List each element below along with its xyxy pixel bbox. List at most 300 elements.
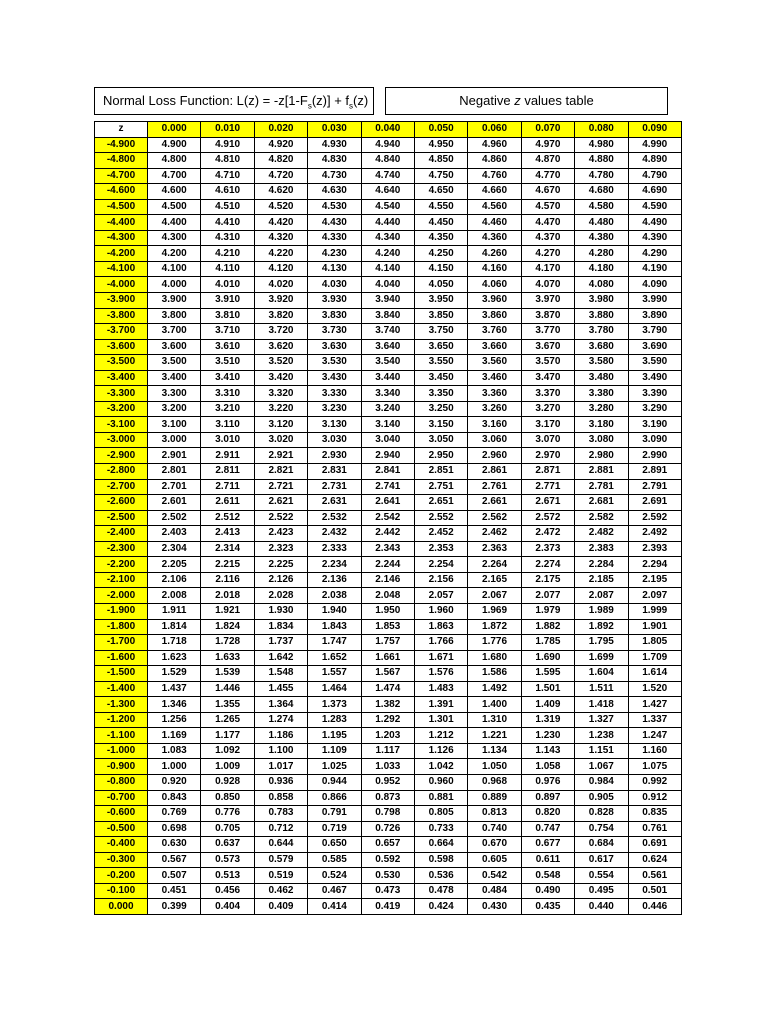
table-cell: 0.592: [361, 852, 414, 868]
table-cell: 1.327: [575, 712, 628, 728]
table-cell: 4.830: [308, 153, 361, 169]
table-cell: 0.536: [414, 868, 467, 884]
table-cell: 3.620: [254, 339, 307, 355]
table-cell: 0.530: [361, 868, 414, 884]
table-cell: 2.314: [201, 541, 254, 557]
table-cell: 0.843: [148, 790, 201, 806]
table-cell: 0.858: [254, 790, 307, 806]
table-cell: 4.520: [254, 199, 307, 215]
table-row: [95, 370, 682, 386]
column-header: 0.060: [468, 122, 521, 138]
table-cell: 4.320: [254, 230, 307, 246]
table-cell: 2.274: [521, 557, 574, 573]
table-cell: 4.720: [254, 168, 307, 184]
row-z-label: -4.100: [95, 261, 148, 277]
table-row: [95, 261, 682, 277]
table-cell: 1.520: [628, 681, 681, 697]
table-cell: 4.190: [628, 261, 681, 277]
table-cell: 2.522: [254, 510, 307, 526]
table-cell: 3.390: [628, 386, 681, 402]
table-cell: 3.840: [361, 308, 414, 324]
formula-part-1: Normal Loss Function: L(z) = -z[1-F: [103, 93, 308, 108]
table-cell: 2.980: [575, 448, 628, 464]
row-z-label: -1.400: [95, 681, 148, 697]
table-cell: 2.821: [254, 464, 307, 480]
row-z-label: -4.000: [95, 277, 148, 293]
table-cell: 3.920: [254, 293, 307, 309]
table-cell: 4.740: [361, 168, 414, 184]
table-cell: 1.126: [414, 743, 467, 759]
row-z-label: -0.900: [95, 759, 148, 775]
table-cell: 4.970: [521, 137, 574, 153]
table-cell: 3.140: [361, 417, 414, 433]
table-cell: 0.684: [575, 837, 628, 853]
formula-sub-2: s: [349, 101, 354, 111]
table-cell: 1.623: [148, 650, 201, 666]
table-cell: 2.373: [521, 541, 574, 557]
table-cell: 1.042: [414, 759, 467, 775]
table-row: [95, 168, 682, 184]
table-cell: 4.300: [148, 230, 201, 246]
table-cell: 1.109: [308, 743, 361, 759]
table-row: [95, 603, 682, 619]
table-cell: 4.080: [575, 277, 628, 293]
table-cell: 4.280: [575, 246, 628, 262]
table-row: [95, 495, 682, 511]
table-cell: 4.340: [361, 230, 414, 246]
table-cell: 0.542: [468, 868, 521, 884]
table-cell: 1.009: [201, 759, 254, 775]
table-row: [95, 199, 682, 215]
table-row: [95, 852, 682, 868]
table-cell: 2.871: [521, 464, 574, 480]
table-cell: 1.999: [628, 603, 681, 619]
table-cell: 2.018: [201, 588, 254, 604]
table-cell: 2.711: [201, 479, 254, 495]
table-row: [95, 510, 682, 526]
table-cell: 1.709: [628, 650, 681, 666]
table-cell: 1.186: [254, 728, 307, 744]
table-cell: 1.067: [575, 759, 628, 775]
table-cell: 3.730: [308, 324, 361, 340]
table-row: [95, 526, 682, 542]
table-cell: 4.560: [468, 199, 521, 215]
table-cell: 4.890: [628, 153, 681, 169]
table-cell: 4.710: [201, 168, 254, 184]
table-cell: 0.585: [308, 852, 361, 868]
table-cell: 0.657: [361, 837, 414, 853]
table-row: [95, 339, 682, 355]
table-cell: 4.950: [414, 137, 467, 153]
table-cell: 1.892: [575, 619, 628, 635]
table-row: [95, 417, 682, 433]
table-cell: 2.930: [308, 448, 361, 464]
formula-sub-1: s: [307, 101, 312, 111]
table-cell: 1.075: [628, 759, 681, 775]
table-cell: 4.230: [308, 246, 361, 262]
table-cell: 2.146: [361, 572, 414, 588]
table-cell: 1.083: [148, 743, 201, 759]
table-cell: 3.320: [254, 386, 307, 402]
formula-part-3: (z): [353, 93, 369, 108]
table-cell: 1.853: [361, 619, 414, 635]
table-cell: 2.691: [628, 495, 681, 511]
row-z-label: -3.600: [95, 339, 148, 355]
table-cell: 3.120: [254, 417, 307, 433]
table-cell: 0.820: [521, 806, 574, 822]
table-cell: 2.294: [628, 557, 681, 573]
table-cell: 1.642: [254, 650, 307, 666]
table-cell: 2.731: [308, 479, 361, 495]
table-cell: 2.811: [201, 464, 254, 480]
table-cell: 0.605: [468, 852, 521, 868]
table-cell: 1.766: [414, 635, 467, 651]
table-row: [95, 215, 682, 231]
table-row: [95, 774, 682, 790]
table-cell: 4.570: [521, 199, 574, 215]
table-cell: 4.120: [254, 261, 307, 277]
table-cell: 0.944: [308, 774, 361, 790]
table-cell: 0.495: [575, 883, 628, 899]
table-cell: 2.048: [361, 588, 414, 604]
table-cell: 2.960: [468, 448, 521, 464]
table-cell: 2.452: [414, 526, 467, 542]
table-cell: 2.851: [414, 464, 467, 480]
table-cell: 1.940: [308, 603, 361, 619]
table-cell: 0.889: [468, 790, 521, 806]
table-cell: 2.950: [414, 448, 467, 464]
table-cell: 4.920: [254, 137, 307, 153]
table-cell: 3.330: [308, 386, 361, 402]
table-cell: 3.880: [575, 308, 628, 324]
table-cell: 2.721: [254, 479, 307, 495]
table-cell: 3.210: [201, 401, 254, 417]
table-cell: 0.630: [148, 837, 201, 853]
table-cell: 0.399: [148, 899, 201, 915]
table-cell: 0.548: [521, 868, 574, 884]
table-cell: 3.430: [308, 370, 361, 386]
table-cell: 2.403: [148, 526, 201, 542]
table-row: [95, 868, 682, 884]
table-cell: 1.160: [628, 743, 681, 759]
table-cell: 3.030: [308, 432, 361, 448]
table-cell: 3.960: [468, 293, 521, 309]
row-z-label: -3.200: [95, 401, 148, 417]
table-cell: 4.110: [201, 261, 254, 277]
row-z-label: -0.400: [95, 837, 148, 853]
normal-loss-table: [94, 121, 682, 915]
table-cell: 4.980: [575, 137, 628, 153]
table-cell: 3.220: [254, 401, 307, 417]
table-cell: 4.630: [308, 184, 361, 200]
table-cell: 4.070: [521, 277, 574, 293]
formula-part-2: (z)] + f: [311, 93, 350, 108]
table-cell: 4.620: [254, 184, 307, 200]
table-cell: 1.921: [201, 603, 254, 619]
table-cell: 2.841: [361, 464, 414, 480]
table-cell: 0.726: [361, 821, 414, 837]
table-cell: 2.304: [148, 541, 201, 557]
table-cell: 2.990: [628, 448, 681, 464]
table-cell: 0.783: [254, 806, 307, 822]
row-z-label: -0.200: [95, 868, 148, 884]
column-header: 0.050: [414, 122, 467, 138]
table-cell: 1.301: [414, 712, 467, 728]
table-cell: 3.230: [308, 401, 361, 417]
table-cell: 3.260: [468, 401, 521, 417]
table-cell: 1.539: [201, 666, 254, 682]
table-row: [95, 324, 682, 340]
row-z-label: -1.200: [95, 712, 148, 728]
table-cell: 2.940: [361, 448, 414, 464]
table-header-row: [95, 122, 682, 138]
table-cell: 2.681: [575, 495, 628, 511]
table-cell: 4.420: [254, 215, 307, 231]
table-cell: 0.813: [468, 806, 521, 822]
table-cell: 3.130: [308, 417, 361, 433]
table-cell: 0.473: [361, 883, 414, 899]
table-cell: 0.624: [628, 852, 681, 868]
table-cell: 4.220: [254, 246, 307, 262]
table-cell: 2.901: [148, 448, 201, 464]
table-cell: 2.077: [521, 588, 574, 604]
table-cell: 0.617: [575, 852, 628, 868]
table-cell: 4.750: [414, 168, 467, 184]
table-cell: 1.373: [308, 697, 361, 713]
table-cell: 2.771: [521, 479, 574, 495]
table-cell: 0.968: [468, 774, 521, 790]
table-cell: 1.576: [414, 666, 467, 682]
table-cell: 1.785: [521, 635, 574, 651]
table-cell: 1.989: [575, 603, 628, 619]
table-cell: 2.225: [254, 557, 307, 573]
table-cell: 1.633: [201, 650, 254, 666]
table-cell: 2.502: [148, 510, 201, 526]
table-cell: 1.455: [254, 681, 307, 697]
table-cell: 4.350: [414, 230, 467, 246]
table-cell: 2.215: [201, 557, 254, 573]
table-cell: 2.582: [575, 510, 628, 526]
table-cell: 1.382: [361, 697, 414, 713]
row-z-label: -3.900: [95, 293, 148, 309]
table-cell: 4.010: [201, 277, 254, 293]
row-z-label: -2.500: [95, 510, 148, 526]
table-cell: 2.432: [308, 526, 361, 542]
row-z-label: -0.600: [95, 806, 148, 822]
table-row: [95, 386, 682, 402]
table-cell: 0.501: [628, 883, 681, 899]
table-cell: 1.464: [308, 681, 361, 697]
table-cell: 4.940: [361, 137, 414, 153]
row-z-label: -1.500: [95, 666, 148, 682]
table-cell: 2.791: [628, 479, 681, 495]
table-cell: 3.400: [148, 370, 201, 386]
table-cell: 0.419: [361, 899, 414, 915]
row-z-label: -4.800: [95, 153, 148, 169]
table-cell: 0.769: [148, 806, 201, 822]
table-cell: 4.500: [148, 199, 201, 215]
table-cell: 0.567: [148, 852, 201, 868]
table-cell: 2.442: [361, 526, 414, 542]
table-cell: 3.380: [575, 386, 628, 402]
table-cell: 3.460: [468, 370, 521, 386]
table-cell: 3.600: [148, 339, 201, 355]
column-header: 0.000: [148, 122, 201, 138]
table-cell: 4.650: [414, 184, 467, 200]
table-cell: 3.480: [575, 370, 628, 386]
table-cell: 3.940: [361, 293, 414, 309]
table-cell: 2.970: [521, 448, 574, 464]
table-cell: 4.020: [254, 277, 307, 293]
table-row: [95, 277, 682, 293]
table-cell: 3.580: [575, 355, 628, 371]
table-cell: 1.195: [308, 728, 361, 744]
table-cell: 3.870: [521, 308, 574, 324]
table-cell: 2.175: [521, 572, 574, 588]
table-cell: 4.660: [468, 184, 521, 200]
table-cell: 0.462: [254, 883, 307, 899]
row-z-label: -2.200: [95, 557, 148, 573]
table-cell: 4.330: [308, 230, 361, 246]
table-cell: 0.637: [201, 837, 254, 853]
table-cell: 4.700: [148, 168, 201, 184]
table-cell: 3.850: [414, 308, 467, 324]
table-cell: 2.185: [575, 572, 628, 588]
table-cell: 1.212: [414, 728, 467, 744]
table-row: [95, 572, 682, 588]
table-cell: 3.420: [254, 370, 307, 386]
formula-title: [103, 93, 369, 111]
table-cell: 3.750: [414, 324, 467, 340]
row-z-label: -1.900: [95, 603, 148, 619]
table-cell: 1.409: [521, 697, 574, 713]
table-cell: 0.456: [201, 883, 254, 899]
row-z-label: -4.200: [95, 246, 148, 262]
table-cell: 4.960: [468, 137, 521, 153]
table-cell: 2.116: [201, 572, 254, 588]
table-row: [95, 557, 682, 573]
table-row: [95, 883, 682, 899]
table-cell: 3.000: [148, 432, 201, 448]
table-cell: 1.671: [414, 650, 467, 666]
table-cell: 1.930: [254, 603, 307, 619]
table-cell: 4.600: [148, 184, 201, 200]
table-cell: 3.800: [148, 308, 201, 324]
table-cell: 0.960: [414, 774, 467, 790]
table-cell: 3.280: [575, 401, 628, 417]
table-cell: 4.370: [521, 230, 574, 246]
table-cell: 3.470: [521, 370, 574, 386]
table-cell: 2.472: [521, 526, 574, 542]
table-cell: 3.720: [254, 324, 307, 340]
table-cell: 0.828: [575, 806, 628, 822]
table-row: [95, 464, 682, 480]
row-z-label: -2.700: [95, 479, 148, 495]
table-cell: 2.741: [361, 479, 414, 495]
table-cell: 1.586: [468, 666, 521, 682]
table-cell: 4.290: [628, 246, 681, 262]
table-cell: 1.604: [575, 666, 628, 682]
table-cell: 1.000: [148, 759, 201, 775]
table-cell: 4.880: [575, 153, 628, 169]
table-row: [95, 899, 682, 915]
table-cell: 0.805: [414, 806, 467, 822]
table-cell: 0.992: [628, 774, 681, 790]
table-cell: 1.346: [148, 697, 201, 713]
table-cell: 3.820: [254, 308, 307, 324]
table-row: [95, 619, 682, 635]
table-cell: 2.921: [254, 448, 307, 464]
table-row: [95, 697, 682, 713]
table-cell: 1.492: [468, 681, 521, 697]
table-cell: 2.067: [468, 588, 521, 604]
table-cell: 1.969: [468, 603, 521, 619]
table-cell: 0.409: [254, 899, 307, 915]
table-cell: 1.595: [521, 666, 574, 682]
table-cell: 4.820: [254, 153, 307, 169]
table-cell: 2.651: [414, 495, 467, 511]
table-cell: 1.834: [254, 619, 307, 635]
table-cell: 4.400: [148, 215, 201, 231]
table-cell: 4.730: [308, 168, 361, 184]
table-cell: 2.363: [468, 541, 521, 557]
table-cell: 3.300: [148, 386, 201, 402]
table-cell: 0.719: [308, 821, 361, 837]
table-cell: 2.751: [414, 479, 467, 495]
table-cell: 2.244: [361, 557, 414, 573]
table-cell: 0.740: [468, 821, 521, 837]
table-cell: 2.671: [521, 495, 574, 511]
row-z-label: -2.900: [95, 448, 148, 464]
table-cell: 1.437: [148, 681, 201, 697]
table-cell: 4.450: [414, 215, 467, 231]
table-row: [95, 355, 682, 371]
table-cell: 3.310: [201, 386, 254, 402]
table-cell: 1.151: [575, 743, 628, 759]
table-cell: 0.579: [254, 852, 307, 868]
table-row: [95, 153, 682, 169]
table-cell: 3.910: [201, 293, 254, 309]
table-title-box: [385, 87, 668, 115]
row-z-label: -3.100: [95, 417, 148, 433]
table-cell: 1.134: [468, 743, 521, 759]
table-cell: 1.979: [521, 603, 574, 619]
table-cell: 4.480: [575, 215, 628, 231]
table-cell: 4.410: [201, 215, 254, 231]
table-cell: 4.430: [308, 215, 361, 231]
row-z-label: -1.300: [95, 697, 148, 713]
row-z-label: -0.800: [95, 774, 148, 790]
table-cell: 3.110: [201, 417, 254, 433]
table-cell: 4.760: [468, 168, 521, 184]
table-cell: 3.970: [521, 293, 574, 309]
table-cell: 0.928: [201, 774, 254, 790]
table-cell: 1.143: [521, 743, 574, 759]
table-cell: 1.652: [308, 650, 361, 666]
table-row: [95, 635, 682, 651]
table-cell: 0.435: [521, 899, 574, 915]
table-cell: 0.507: [148, 868, 201, 884]
row-z-label: -2.100: [95, 572, 148, 588]
table-cell: 0.712: [254, 821, 307, 837]
row-z-label: -2.300: [95, 541, 148, 557]
table-cell: 3.010: [201, 432, 254, 448]
table-cell: 3.070: [521, 432, 574, 448]
table-cell: 4.240: [361, 246, 414, 262]
table-cell: 2.601: [148, 495, 201, 511]
table-cell: 3.550: [414, 355, 467, 371]
table-cell: 3.630: [308, 339, 361, 355]
